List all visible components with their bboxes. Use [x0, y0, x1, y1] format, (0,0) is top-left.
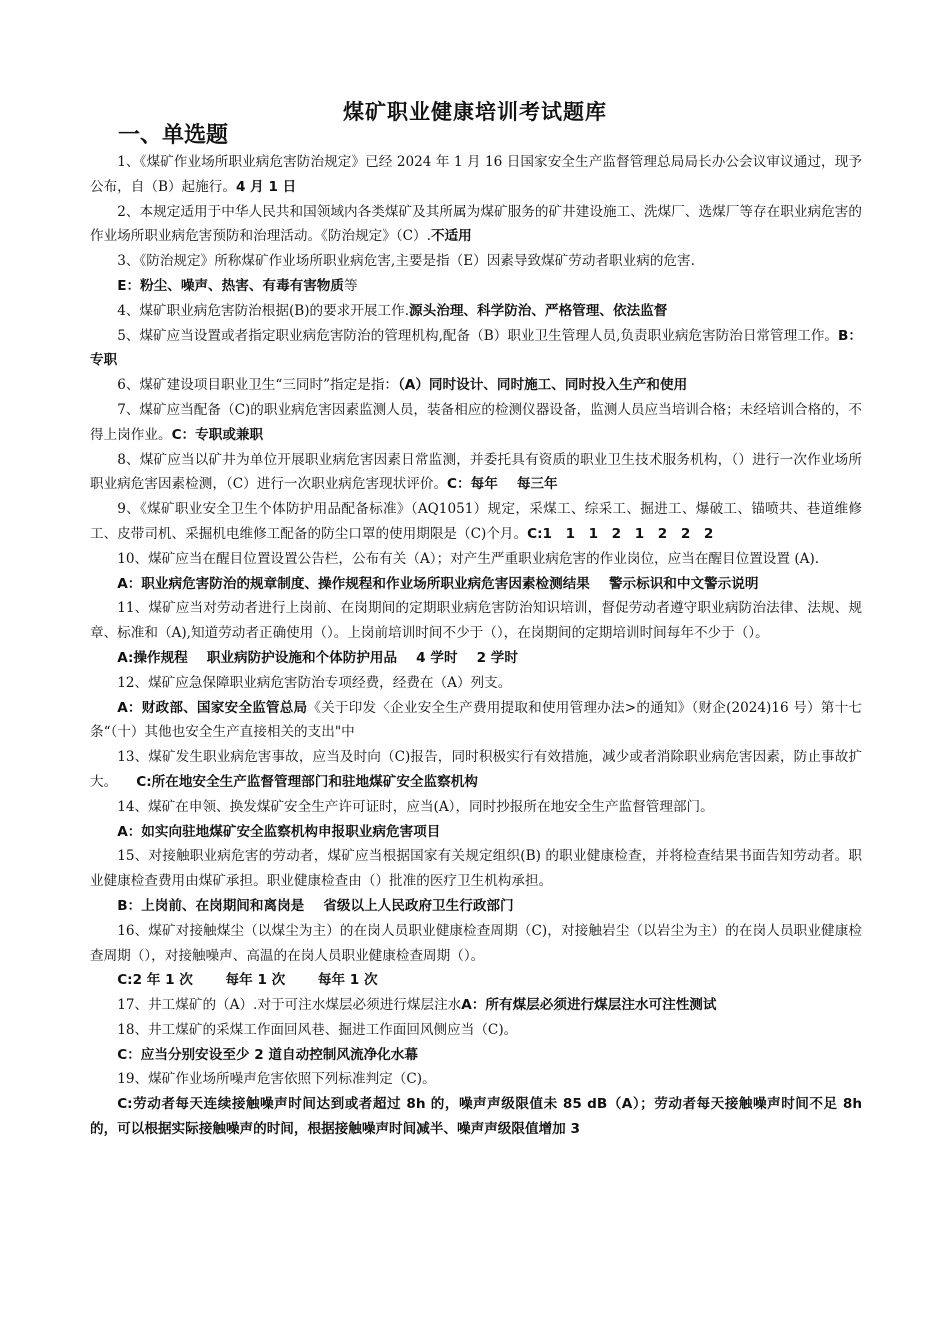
answer-11-line: A:操作规程 职业病防护设施和个体防护用品 4 学时 2 学时 [117, 649, 518, 666]
answer-18: C：应当分别安设至少 2 道自动控制风流净化水幕 [117, 1046, 418, 1063]
question-1: 1、《煤矿作业场所职业病危害防治规定》已经 2024 年 1 月 16 日国家安全生产监督管理总局局长办公会议审议通过，现予公布，自（B）起施行。4 月 1 日 [90, 154, 862, 195]
question-2: 2、本规定适用于中华人民共和国领域内各类煤矿及其所属为煤矿服务的矿井建设施工、洗煤厂、选煤厂等存在职业病危害的作业场所职业病危害预防和治理活动。《防治规定》（C）.不适用 [90, 203, 862, 245]
question-15: 15、对接触职业病危害的劳动者，煤矿应当根据国家有关规定组织(B) 的职业健康检查，并将检查结果书面告知劳动者。职业健康检查费用由煤矿承担。职业健康检查由（）批准的医疗卫生机构承担。 [90, 848, 862, 890]
question-3: 3、《防治规定》所称煤矿作业场所职业病危害,主要是指（E）因素导致煤矿劳动者职业病的危害. [117, 253, 695, 270]
question-11: 11、煤矿应当对劳动者进行上岗前、在岗期间的定期职业病危害防治知识培训，督促劳动者遵守职业病防治法律、法规、规章、标准和（A),知道劳动者正确使用（）。上岗前培训时间不少于（），在岗期间的定期培训时间每年不少于（）。 [90, 600, 862, 642]
answer-10a: A：职业病危害防治的规章制度、操作规程和作业场所职业病危害因素检测结果 [117, 575, 590, 592]
answer-9: C:1 1 1 2 1 2 2 2 [527, 525, 714, 542]
question-6: 6、煤矿建设项目职业卫生“三同时”指定是指：（A）同时设计、同时施工、同时投入生产和使用 [117, 377, 688, 394]
question-9: 9、《煤矿职业安全卫生个体防护用品配备标准》（AQ1051）规定，采煤工、综采工、掘进工、爆破工、锚喷共、巷道维修工、皮带司机、采掘机电维修工配备的防尘口罩的使用期限是（C)个月。C:1 1 1 2 1 2 2 2 [90, 501, 862, 542]
question-10: 10、煤矿应当在醒目位置设置公告栏，公布有关（A）；对产生严重职业病危害的作业岗位，应当在醒目位置设置 (A). [117, 550, 820, 567]
question-14: 14、煤矿在申领、换发煤矿安全生产许可证时，应当(A），同时抄报所在地安全生产监督管理部门。 [117, 798, 714, 815]
answer-8a: C：每年 [447, 476, 498, 493]
document-title: 煤矿职业健康培训考试题库 [343, 99, 607, 124]
answer-19: C:劳动者每天连续接触噪声时间达到或者超过 8h 的，噪声声级限值未 85 dB（A）；劳动者每天接触噪声时间不足 8h 的，可以根据实际接触噪声的时间，根据接触噪声时间减半、噪声声级限值增加 3 [90, 1096, 862, 1138]
answer-12: A：财政部、国家安全监管总局 [117, 699, 308, 716]
question-5: 5、煤矿应当设置或者指定职业病危害防治的管理机构,配备（B）职业卫生管理人员,负责职业病危害防治日常管理工作。B：专职 [90, 327, 862, 369]
answer-7: C：专职或兼职 [171, 426, 264, 443]
question-16: 16、煤矿对接触煤尘（以煤尘为主）的在岗人员职业健康检查周期（C)，对接触岩尘（以岩尘为主）的在岗人员职业健康检查周期（），对接触噪声、高温的在岗人员职业健康检查周期（）。 [90, 922, 862, 964]
answer-17: A：所有煤层必须进行煤层注水可注性测试 [461, 997, 717, 1014]
answer-4: 源头治理、科学防治、严格管理、依法监督 [409, 302, 668, 319]
answer-10b: 警示标识和中文警示说明 [608, 575, 759, 592]
question-7: 7、煤矿应当配备（C)的职业病危害因素监测人员，装备相应的检测仪器设备，监测人员应当培训合格；未经培训合格的，不得上岗作业。C：专职或兼职 [90, 401, 863, 443]
answer-10-line [90, 572, 862, 597]
question-8: 8、煤矿应当以矿井为单位开展职业病危害因素日常监测，并委托具有资质的职业卫生技术服务机构，（）进行一次作业场所职业病危害因素检测，（C）进行一次职业病危害现状评价。C：每年 每三年 [90, 451, 862, 493]
question-18: 18、井工煤矿的采煤工作面回风巷、掘进工作面回风侧应当（C)。 [117, 1021, 518, 1038]
answer-3-line: E：粉尘、噪声、热害、有毒有害物质等 [117, 277, 358, 294]
section-heading: 一、单选题 [118, 122, 229, 148]
answer-5: B：专职 [90, 327, 862, 369]
question-4: 4、煤矿职业病危害防治根据(B)的要求开展工作.源头治理、科学防治、严格管理、依法监督 [117, 302, 668, 319]
question-17: 17、井工煤矿的（A）.对于可注水煤层必须进行煤层注水A：所有煤层必须进行煤层注水可注性测试 [117, 997, 717, 1014]
answer-13: C:所在地安全生产监督管理部门和驻地煤矿安全监察机构 [136, 773, 478, 790]
answer-14-line [90, 820, 862, 845]
question-list [90, 150, 862, 1142]
answer-15-line: B：上岗前、在岗期间和离岗是 省级以上人民政府卫生行政部门 [117, 897, 514, 914]
answer-16-line: C:2 年 1 次 每年 1 次 每年 1 次 [117, 972, 378, 989]
answer-8b: 每三年 [516, 476, 558, 493]
question-19: 19、煤矿作业场所噪声危害依照下列标准判定（C)。 [117, 1071, 436, 1088]
answer-18-line [90, 1043, 862, 1068]
answer-1: 4 月 1 日 [235, 178, 297, 195]
question-12: 12、煤矿应急保障职业病危害防治专项经费，经费在（A）列支。 [117, 674, 512, 691]
answer-14: A：如实向驻地煤矿安全监察机构申报职业病危害项目 [117, 823, 441, 840]
question-13: 13、煤矿发生职业病危害事故，应当及时向（C)报告，同时积极实行有效措施，减少或者消除职业病危害因素，防止事故扩大。 C:所在地安全生产监督管理部门和驻地煤矿安全监察机构 [90, 749, 862, 790]
answer-12-line: A：财政部、国家安全监管总局《关于印发〈企业安全生产费用提取和使用管理办法>的通知》（财企(2024)16 号）第十七条“（十）其他也安全生产直接相关的支出"中 [90, 699, 862, 741]
answer-19-line [90, 1092, 862, 1142]
answer-6: （A）同时设计、同时施工、同时投入生产和使用 [398, 377, 688, 394]
answer-2: 不适用 [430, 228, 472, 245]
answer-3: E：粉尘、噪声、热害、有毒有害物质 [117, 277, 344, 294]
